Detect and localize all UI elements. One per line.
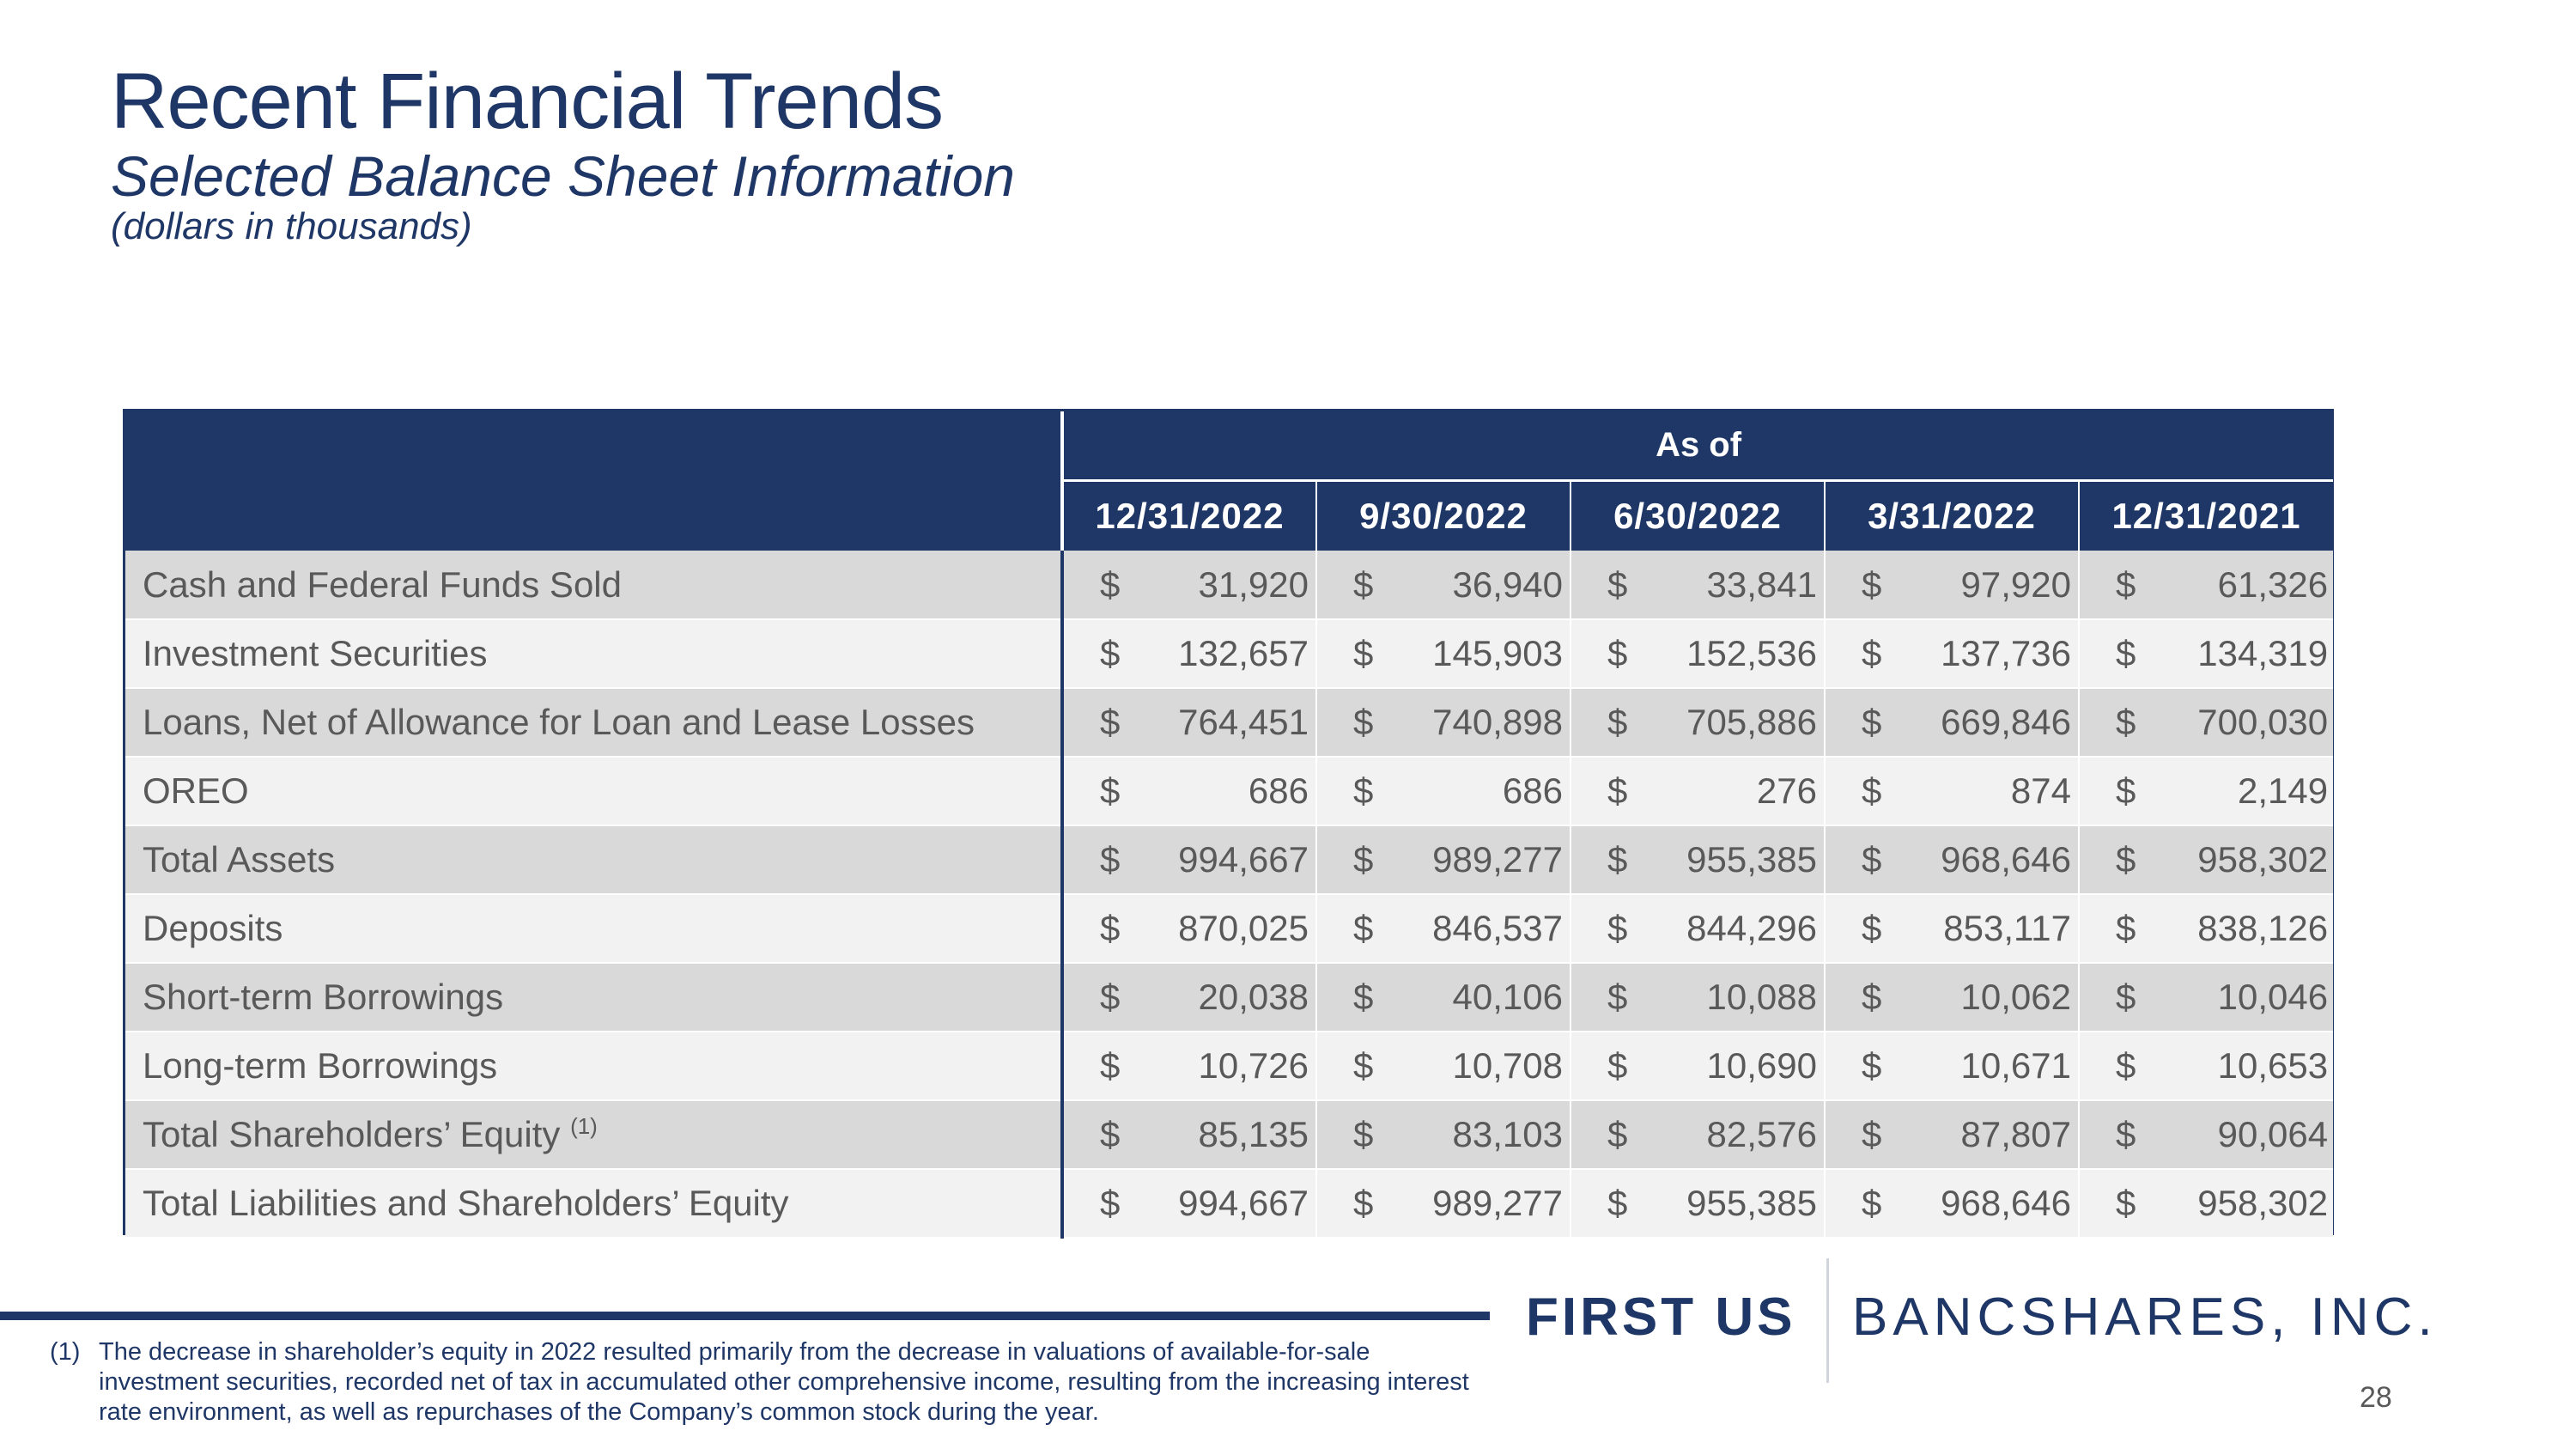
logo-divider <box>1826 1258 1829 1383</box>
currency-symbol: $ <box>1062 757 1109 825</box>
currency-symbol: $ <box>1825 1032 1872 1100</box>
date-column-header: 12/31/2021 <box>2079 481 2333 551</box>
value-cell: 152,536 <box>1618 619 1825 688</box>
row-label: Deposits <box>143 908 283 948</box>
value-cell: 31,920 <box>1109 551 1316 619</box>
row-label: Total Liabilities and Shareholders’ Equity <box>143 1183 789 1223</box>
footnote-marker: (1) <box>50 1338 81 1366</box>
table-row <box>125 1032 2333 1100</box>
currency-symbol: $ <box>2079 963 2126 1032</box>
value-cell: 10,726 <box>1109 1032 1316 1100</box>
value-cell: 968,646 <box>1872 1169 2079 1238</box>
value-cell: 97,920 <box>1872 551 2079 619</box>
currency-symbol: $ <box>2079 1169 2126 1238</box>
row-label-cell <box>125 825 1062 894</box>
row-label: Investment Securities <box>143 633 488 673</box>
currency-symbol: $ <box>1062 619 1109 688</box>
value-cell: 10,046 <box>2126 963 2333 1032</box>
value-cell: 20,038 <box>1109 963 1316 1032</box>
value-cell: 686 <box>1109 757 1316 825</box>
value-cell: 2,149 <box>2126 757 2333 825</box>
logo-secondary-text: BANCSHARES, INC. <box>1852 1288 2438 1347</box>
value-cell: 705,886 <box>1618 688 1825 757</box>
currency-symbol: $ <box>1316 894 1364 963</box>
value-cell: 82,576 <box>1618 1100 1825 1169</box>
currency-symbol: $ <box>1316 1169 1364 1238</box>
as-of-header: As of <box>1062 411 2333 481</box>
currency-symbol: $ <box>1316 1032 1364 1100</box>
currency-symbol: $ <box>2079 825 2126 894</box>
value-cell: 276 <box>1618 757 1825 825</box>
date-column-header: 9/30/2022 <box>1316 481 1571 551</box>
value-cell: 870,025 <box>1109 894 1316 963</box>
date-column-header: 3/31/2022 <box>1825 481 2079 551</box>
currency-symbol: $ <box>1825 1169 1872 1238</box>
currency-symbol: $ <box>1571 963 1618 1032</box>
currency-symbol: $ <box>1825 688 1872 757</box>
currency-symbol: $ <box>1316 619 1364 688</box>
currency-symbol: $ <box>1316 1100 1364 1169</box>
currency-symbol: $ <box>1825 619 1872 688</box>
balance-sheet-table <box>123 409 2334 1235</box>
table-row <box>125 619 2333 688</box>
row-label: Total Assets <box>143 839 336 880</box>
value-cell: 145,903 <box>1364 619 1571 688</box>
currency-symbol: $ <box>1825 825 1872 894</box>
row-label-cell <box>125 688 1062 757</box>
value-cell: 968,646 <box>1872 825 2079 894</box>
currency-symbol: $ <box>1316 825 1364 894</box>
value-cell: 764,451 <box>1109 688 1316 757</box>
currency-symbol: $ <box>1571 688 1618 757</box>
value-cell: 686 <box>1364 757 1571 825</box>
currency-symbol: $ <box>1316 757 1364 825</box>
value-cell: 10,690 <box>1618 1032 1825 1100</box>
value-cell: 955,385 <box>1618 825 1825 894</box>
currency-symbol: $ <box>1062 825 1109 894</box>
value-cell: 874 <box>1872 757 2079 825</box>
value-cell: 33,841 <box>1618 551 1825 619</box>
table-row <box>125 688 2333 757</box>
currency-symbol: $ <box>1825 757 1872 825</box>
company-logo <box>1526 1284 2470 1377</box>
value-cell: 10,708 <box>1364 1032 1571 1100</box>
currency-symbol: $ <box>1571 894 1618 963</box>
currency-symbol: $ <box>1571 825 1618 894</box>
value-cell: 958,302 <box>2126 1169 2333 1238</box>
row-label-cell <box>125 1100 1062 1169</box>
row-label: Total Shareholders’ Equity <box>143 1114 561 1154</box>
currency-symbol: $ <box>2079 757 2126 825</box>
value-cell: 10,088 <box>1618 963 1825 1032</box>
currency-symbol: $ <box>1825 963 1872 1032</box>
value-cell: 838,126 <box>2126 894 2333 963</box>
currency-symbol: $ <box>1062 894 1109 963</box>
page-number: 28 <box>2360 1381 2392 1414</box>
value-cell: 853,117 <box>1872 894 2079 963</box>
currency-symbol: $ <box>2079 688 2126 757</box>
currency-symbol: $ <box>1571 551 1618 619</box>
date-column-header: 12/31/2022 <box>1062 481 1316 551</box>
value-cell: 132,657 <box>1109 619 1316 688</box>
row-label: Short-term Borrowings <box>143 977 504 1017</box>
value-cell: 87,807 <box>1872 1100 2079 1169</box>
currency-symbol: $ <box>1571 757 1618 825</box>
date-column-header: 6/30/2022 <box>1571 481 1825 551</box>
currency-symbol: $ <box>1062 551 1109 619</box>
value-cell: 61,326 <box>2126 551 2333 619</box>
footnote-text: The decrease in shareholder’s equity in 2022 resulted primarily from the decrease in valuations of available-for-sale investment securities, recorded net of tax in accumulated other comprehensive income, resulting from the increasing interest rate environment, as well as repurchases of the Company’s common stock during the year. <box>99 1338 1469 1426</box>
value-cell: 989,277 <box>1364 825 1571 894</box>
currency-symbol: $ <box>1062 963 1109 1032</box>
value-cell: 83,103 <box>1364 1100 1571 1169</box>
table-row <box>125 963 2333 1032</box>
value-cell: 994,667 <box>1109 1169 1316 1238</box>
currency-symbol: $ <box>1316 688 1364 757</box>
currency-symbol: $ <box>1571 1100 1618 1169</box>
value-cell: 700,030 <box>2126 688 2333 757</box>
row-label-cell <box>125 1032 1062 1100</box>
value-cell: 994,667 <box>1109 825 1316 894</box>
currency-symbol: $ <box>1062 1100 1109 1169</box>
row-label-cell <box>125 1169 1062 1238</box>
table-row <box>125 894 2333 963</box>
currency-symbol: $ <box>1062 1169 1109 1238</box>
currency-symbol: $ <box>1825 551 1872 619</box>
table-row <box>125 1169 2333 1238</box>
value-cell: 137,736 <box>1872 619 2079 688</box>
value-cell: 740,898 <box>1364 688 1571 757</box>
value-cell: 10,653 <box>2126 1032 2333 1100</box>
currency-symbol: $ <box>2079 1100 2126 1169</box>
table-row <box>125 551 2333 619</box>
row-label-cell <box>125 963 1062 1032</box>
row-label: OREO <box>143 770 249 811</box>
currency-symbol: $ <box>1571 619 1618 688</box>
currency-symbol: $ <box>1316 551 1364 619</box>
currency-symbol: $ <box>1825 1100 1872 1169</box>
value-cell: 844,296 <box>1618 894 1825 963</box>
label-column-header <box>125 411 1062 551</box>
units-note: (dollars in thousands) <box>111 205 472 247</box>
table-row <box>125 825 2333 894</box>
table-row <box>125 1100 2333 1169</box>
value-cell: 10,062 <box>1872 963 2079 1032</box>
currency-symbol: $ <box>2079 1032 2126 1100</box>
currency-symbol: $ <box>1825 894 1872 963</box>
footer-rule <box>0 1312 1490 1320</box>
row-label: Long-term Borrowings <box>143 1045 498 1086</box>
value-cell: 846,537 <box>1364 894 1571 963</box>
value-cell: 955,385 <box>1618 1169 1825 1238</box>
value-cell: 958,302 <box>2126 825 2333 894</box>
currency-symbol: $ <box>1316 963 1364 1032</box>
value-cell: 90,064 <box>2126 1100 2333 1169</box>
footnote-reference: (1) <box>570 1113 598 1139</box>
currency-symbol: $ <box>2079 894 2126 963</box>
row-label-cell <box>125 551 1062 619</box>
row-label: Cash and Federal Funds Sold <box>143 563 622 605</box>
value-cell: 40,106 <box>1364 963 1571 1032</box>
currency-symbol: $ <box>2079 619 2126 688</box>
value-cell: 85,135 <box>1109 1100 1316 1169</box>
currency-symbol: $ <box>1062 1032 1109 1100</box>
table-body <box>125 551 2333 1238</box>
row-label-cell <box>125 619 1062 688</box>
currency-symbol: $ <box>2079 551 2126 619</box>
logo-primary-text: FIRST US <box>1526 1288 1796 1347</box>
currency-symbol: $ <box>1571 1032 1618 1100</box>
currency-symbol: $ <box>1571 1169 1618 1238</box>
value-cell: 10,671 <box>1872 1032 2079 1100</box>
page-subtitle: Selected Balance Sheet Information <box>111 144 1016 208</box>
row-label-cell <box>125 757 1062 825</box>
value-cell: 989,277 <box>1364 1169 1571 1238</box>
row-label-cell <box>125 894 1062 963</box>
value-cell: 36,940 <box>1364 551 1571 619</box>
value-cell: 669,846 <box>1872 688 2079 757</box>
table-row <box>125 757 2333 825</box>
page-title: Recent Financial Trends <box>111 58 944 145</box>
value-cell: 134,319 <box>2126 619 2333 688</box>
row-label: Loans, Net of Allowance for Loan and Lease Losses <box>143 702 975 742</box>
currency-symbol: $ <box>1062 688 1109 757</box>
